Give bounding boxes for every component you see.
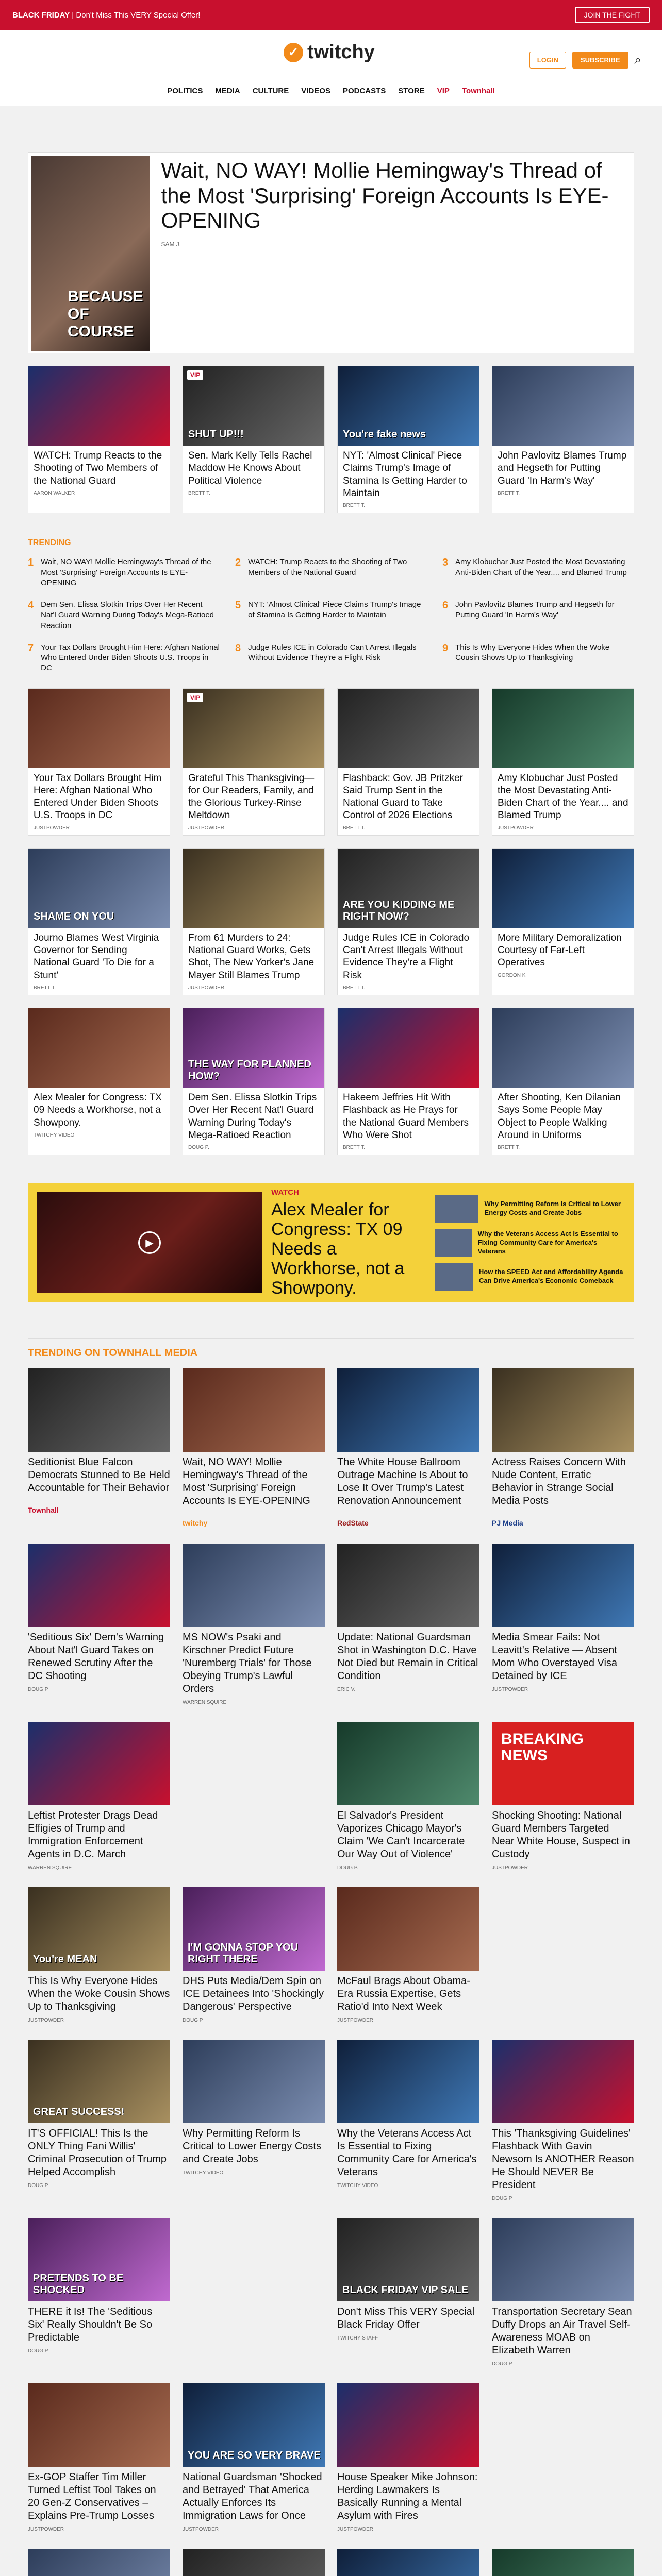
story-author: DOUG P. [28,2348,49,2354]
story-image[interactable] [28,2218,170,2301]
trending-title[interactable]: Dem Sen. Elissa Slotkin Trips Over Her Recent Nat'l Guard Warning During Today's Mega-Ratioed Reaction [41,600,214,630]
main-nav [0,87,662,95]
story-image[interactable] [28,1368,170,1452]
story-image[interactable] [28,2383,170,2467]
image-caption: You're MEAN [33,1954,97,1965]
trending-number: 6 [442,600,449,611]
trending-item[interactable] [442,642,634,674]
townhall-card[interactable] [28,1722,170,1871]
image-caption: SHAME ON YOU [34,910,114,922]
story-author: DOUG P. [28,1687,49,1693]
story-image[interactable] [338,849,479,928]
story-author: WARREN SQUIRE [183,1700,227,1706]
banner-item[interactable] [435,1263,625,1291]
source-logo: Townhall [28,1506,59,1515]
trending-number: 1 [28,557,34,569]
story-title[interactable]: Seditionist Blue Falcon Democrats Stunned to Be Held Accountable for Their Behavior [28,1456,170,1494]
story-title[interactable]: Sen. Mark Kelly Tells Rachel Maddow He Knows About Political Violence [188,450,312,486]
story-card[interactable] [28,366,170,513]
story-image[interactable] [28,366,170,446]
video-player[interactable] [37,1192,262,1293]
banner-main [271,1188,426,1298]
trending-item[interactable] [442,600,634,631]
story-image[interactable] [492,1544,634,1627]
story-title[interactable]: Why the Veterans Access Act Is Essential to Fixing Community Care for America's Veterans [337,2128,477,2178]
story-image[interactable] [28,2040,170,2123]
townhall-card[interactable] [337,2383,479,2532]
townhall-card[interactable] [183,2040,325,2201]
story-card[interactable] [183,366,325,513]
nav-media[interactable]: MEDIA [215,87,240,95]
story-title[interactable]: MS NOW's Psaki and Kirschner Predict Future 'Nuremberg Trials' for Those Obeying Trump's Lawful Orders [183,1632,312,1695]
story-author: JUSTPOWDER [492,1687,528,1693]
townhall-card[interactable] [492,2040,634,2201]
story-title[interactable]: Your Tax Dollars Brought Him Here: Afghan National Who Entered Under Biden Shoots U.S. Troops in DC [34,772,162,821]
banner-thumb[interactable] [435,1263,473,1291]
banner-thumb[interactable] [435,1195,478,1223]
story-image[interactable] [492,2040,634,2123]
story-author: WARREN SQUIRE [28,1865,72,1871]
trending-title[interactable]: Judge Rules ICE in Colorado Can't Arrest Illegals Without Evidence They're a Flight Risk [248,642,417,662]
story-card[interactable] [183,688,325,836]
story-title[interactable]: 'Seditious Six' Dem's Warning About Nat'l Guard Takes on Renewed Scrutiny After the DC Shooting [28,1632,164,1682]
townhall-card-empty [183,1722,325,1871]
story-author: DOUG P. [492,2196,513,2202]
trending-title[interactable]: John Pavlovitz Blames Trump and Hegseth for Putting Guard 'In Harm's Way' [455,600,615,620]
townhall-card[interactable] [28,1368,170,1527]
image-caption: GREAT SUCCESS! [33,2106,125,2118]
story-author: DOUG P. [183,2018,204,2024]
image-caption: SHUT UP!!! [188,429,244,440]
story-image[interactable] [492,1008,634,1088]
townhall-card[interactable] [492,1368,634,1527]
story-image[interactable] [337,2549,479,2576]
story-image[interactable] [28,1722,170,1805]
story-card[interactable] [28,688,170,836]
header-actions [529,52,641,69]
story-card[interactable] [492,1008,634,1155]
story-image[interactable] [492,2549,634,2576]
story-title[interactable]: National Guardsman 'Shocked and Betrayed' That America Actually Enforces Its Immigration Laws for Once [183,2471,322,2522]
story-author: DOUG P. [188,1145,209,1151]
image-caption: YOU ARE SO VERY BRAVE [188,2450,321,2462]
banner-item[interactable] [435,1195,625,1223]
breaking-news-image[interactable]: BREAKING NEWS [492,1722,634,1805]
story-author: TWITCHY STAFF [337,2335,378,2342]
story-image[interactable] [337,2383,479,2467]
hero-image[interactable] [31,156,150,351]
story-author: AARON WALKER [34,490,75,496]
story-author: JUSTPOWDER [183,2527,219,2533]
story-title[interactable]: Shocking Shooting: National Guard Members Targeted Near White House, Suspect in Custody [492,1810,630,1860]
nav-podcasts[interactable]: PODCASTS [342,87,386,95]
story-image[interactable] [28,2549,170,2576]
nav-townhall[interactable]: Townhall [461,87,495,95]
logo-text: twitchy [307,41,375,63]
story-title[interactable]: Wait, NO WAY! Mollie Hemingway's Thread of the Most 'Surprising' Foreign Accounts Is EYE-OPENING [183,1456,310,1507]
source-logo: twitchy [183,1519,208,1528]
story-author: DOUG P. [492,2361,513,2367]
story-title[interactable]: From 61 Murders to 24: National Guard Works, Gets Shot, The New Yorker's Jane Mayer Still Blames Trump [188,932,315,981]
story-title[interactable]: DHS Puts Media/Dem Spin on ICE Detainees Into 'Shockingly Dangerous' Perspective [183,1975,324,2013]
hero-image-caption: BECAUSE OF COURSE [68,288,143,340]
trending-item[interactable] [442,557,634,588]
story-card[interactable] [28,1008,170,1155]
story-image[interactable] [28,849,170,928]
story-image[interactable] [28,689,170,768]
nav-culture[interactable]: CULTURE [252,87,289,95]
trending-title[interactable]: NYT: 'Almost Clinical' Piece Claims Trump's Image of Stamina Is Getting Harder to Maintain [248,600,421,620]
image-caption: THE WAY FOR PLANNED HOW? [188,1059,311,1082]
nav-store[interactable]: STORE [398,87,425,95]
townhall-card-empty [183,2218,325,2367]
subscribe-button[interactable]: SUBSCRIBE [572,52,628,69]
trending-item[interactable] [28,557,220,588]
hero-text [161,156,631,350]
story-card[interactable] [337,366,479,513]
townhall-card[interactable] [183,2549,325,2576]
story-author: JUSTPOWDER [492,1865,528,1871]
banner-item[interactable] [435,1229,625,1257]
story-card[interactable] [183,848,325,995]
trending-item[interactable] [28,642,220,674]
nav-vip[interactable]: VIP [437,87,450,95]
image-caption: ARE YOU KIDDING ME RIGHT NOW? [343,899,455,922]
story-title[interactable]: Media Smear Fails: Not Leavitt's Relative — Absent Mom Who Overstayed Visa Detained by ICE [492,1632,618,1682]
story-author: ERIC V. [337,1687,356,1693]
trending-item[interactable] [28,600,220,631]
trending-title[interactable]: Amy Klobuchar Just Posted the Most Devastating Anti-Biden Chart of the Year.... and Blamed Trump [455,557,627,577]
story-image[interactable] [492,366,634,446]
site-logo[interactable] [284,41,375,63]
trending-title[interactable]: Your Tax Dollars Brought Him Here: Afghan National Who Entered Under Biden Shoots U.S. Troops in DC [41,642,220,673]
banner-title[interactable]: Alex Mealer for Congress: TX 09 Needs a Workhorse, not a Showpony. [271,1199,405,1298]
story-title[interactable]: Actress Raises Concern With Nude Content, Erratic Behavior in Strange Social Media Posts [492,1456,626,1507]
story-image[interactable] [183,1008,324,1088]
story-grid [28,688,634,1156]
townhall-card[interactable] [28,2549,170,2576]
story-title[interactable]: Judge Rules ICE in Colorado Can't Arrest Illegals Without Evidence They're a Flight Risk [343,932,470,981]
hero-author: SAM J. [161,241,181,248]
townhall-card[interactable] [28,1887,170,2023]
townhall-card[interactable] [492,2218,634,2367]
watch-label: WATCH [271,1188,299,1197]
townhall-card-empty [492,2383,634,2532]
story-title[interactable]: Don't Miss This VERY Special Black Friday Offer [337,2306,475,2331]
trending-number: 8 [235,642,241,654]
play-icon[interactable]: ▶ [138,1231,161,1254]
logo-icon: ✓ [284,43,303,62]
story-title[interactable]: McFaul Brags About Obama-Era Russia Expertise, Gets Ratio'd Into Next Week [337,1975,470,2013]
story-author: GORDON K [498,972,526,978]
story-title[interactable]: Transportation Secretary Sean Duffy Drops an Air Travel Self-Awareness MOAB on Elizabeth Warren [492,2306,632,2357]
banner-item-title[interactable]: Why the Veterans Access Act Is Essential to Fixing Community Care for America's Veterans [477,1229,618,1255]
story-image[interactable] [492,849,634,928]
story-card[interactable] [337,688,479,836]
top-story-row [28,366,634,513]
townhall-card-empty [492,1887,634,2023]
story-image[interactable] [338,366,479,446]
story-title[interactable]: THERE it Is! The 'Seditious Six' Really Shouldn't Be So Predictable [28,2306,153,2344]
story-author: BRETT T. [498,1145,520,1151]
story-title[interactable]: Leftist Protester Drags Dead Effigies of Trump and Immigration Enforcement Agents in D.C. March [28,1810,158,1860]
promo-brand: BLACK FRIDAY [12,10,70,20]
story-image[interactable] [337,1887,479,1971]
promo-message: BLACK FRIDAY | Don't Miss This VERY Special Offer! [12,10,201,20]
banner-list [435,1195,625,1291]
story-title[interactable]: Ex-GOP Staffer Tim Miller Turned Leftist Tool Takes on 20 Gen-Z Conservatives – Explains Pre-Trump Losses [28,2471,156,2522]
townhall-card[interactable] [492,1544,634,1705]
trending-item[interactable] [235,557,427,588]
source-logo: RedState [337,1519,369,1528]
image-caption: You're fake news [343,429,426,440]
townhall-card[interactable] [337,1368,479,1527]
vip-badge: VIP [187,370,203,380]
story-title[interactable]: Grateful This Thanksgiving—for Our Readers, Family, and the Glorious Turkey-Rinse Meltdown [188,772,315,821]
vip-badge: VIP [187,693,203,702]
image-caption: PRETENDS TO BE SHOCKED [33,2273,124,2296]
story-title[interactable]: John Pavlovitz Blames Trump and Hegseth for Putting Guard 'In Harm's Way' [498,450,627,486]
story-title[interactable]: House Speaker Mike Johnson: Herding Lawmakers Is Basically Running a Mental Asylum with Fires [337,2471,478,2522]
story-card[interactable] [492,366,634,513]
story-author: DOUG P. [337,1865,358,1871]
story-title[interactable]: Journo Blames West Virginia Governor for Sending National Guard 'To Die for a Stunt' [34,932,159,981]
townhall-card[interactable] [337,2040,479,2201]
townhall-card[interactable] [337,2549,479,2576]
story-image[interactable] [337,2040,479,2123]
story-author: BRETT T. [343,825,365,831]
story-image[interactable] [28,1887,170,1971]
story-image[interactable] [337,1544,479,1627]
story-author: BRETT T. [188,490,210,496]
story-image[interactable] [183,2549,325,2576]
townhall-card[interactable] [183,2383,325,2532]
townhall-card[interactable] [28,2040,170,2201]
story-title[interactable]: Alex Mealer for Congress: TX 09 Needs a Workhorse, not a Showpony. [34,1092,162,1128]
watch-banner [28,1183,634,1302]
site-header [0,30,662,106]
story-image[interactable] [183,1887,325,1971]
story-author: JUSTPOWDER [498,825,534,831]
nav-politics[interactable]: POLITICS [167,87,203,95]
trending-item[interactable] [235,600,427,631]
nav-videos[interactable]: VIDEOS [301,87,330,95]
login-button[interactable]: LOGIN [529,52,566,69]
story-title[interactable]: El Salvador's President Vaporizes Chicago Mayor's Claim 'We Can't Incarcerate Our Way Out of Violence' [337,1810,465,1860]
story-card[interactable] [28,848,170,995]
story-author: BRETT T. [343,503,365,509]
story-author: TWITCHY VIDEO [183,2170,224,2176]
story-image[interactable] [337,2218,479,2301]
story-title[interactable]: More Military Demoralization Courtesy of Far-Left Operatives [498,932,622,969]
story-title[interactable]: Dem Sen. Elissa Slotkin Trips Over Her Recent Nat'l Guard Warning During Today's Mega-Ratioed Reaction [188,1092,317,1141]
townhall-card[interactable] [28,1544,170,1705]
source-logo: PJ Media [492,1519,523,1528]
story-title[interactable]: This 'Thanksgiving Guidelines' Flashback With Gavin Newsom Is ANOTHER Reason He Should NEVER Be President [492,2128,634,2191]
trending-list [28,557,634,673]
townhall-card[interactable] [183,1368,325,1527]
story-author: BRETT T. [343,1145,365,1151]
trending-title[interactable]: This Is Why Everyone Hides When the Woke Cousin Shows Up to Thanksgiving [455,642,610,662]
promo-bar [0,0,662,30]
page-content [28,106,634,2576]
hero-article[interactable] [28,152,634,353]
story-image[interactable] [338,1008,479,1088]
townhall-card[interactable] [492,2549,634,2576]
story-title[interactable]: WATCH: Trump Reacts to the Shooting of Two Members of the National Guard [34,450,162,486]
townhall-card[interactable] [337,2218,479,2367]
story-image[interactable] [183,689,324,768]
story-image[interactable] [492,1368,634,1452]
image-caption: I'M GONNA STOP YOU RIGHT THERE [188,1942,299,1965]
story-title[interactable]: Flashback: Gov. JB Pritzker Said Trump Sent in the National Guard to Take Control of 2026 Elections [343,772,463,821]
story-card[interactable] [337,848,479,995]
townhall-card[interactable] [337,1887,479,2023]
story-card[interactable] [337,1008,479,1155]
story-author: DOUG P. [28,2183,49,2189]
story-image[interactable] [183,366,324,446]
story-image[interactable] [28,1544,170,1627]
story-image[interactable] [183,2383,325,2467]
story-author: BRETT T. [343,985,365,991]
trending-heading: TRENDING [28,538,71,548]
story-author: JUSTPOWDER [188,985,224,991]
trending-title[interactable]: WATCH: Trump Reacts to the Shooting of Two Members of the National Guard [248,557,407,577]
townhall-card[interactable] [337,1722,479,1871]
townhall-card[interactable] [28,2383,170,2532]
townhall-card[interactable] [337,1544,479,1705]
search-icon[interactable]: ⌕ [634,53,641,67]
story-image[interactable] [183,849,324,928]
story-title[interactable]: This Is Why Everyone Hides When the Woke Cousin Shows Up to Thanksgiving [28,1975,170,2013]
trending-number: 3 [442,557,449,569]
story-title[interactable]: NYT: 'Almost Clinical' Piece Claims Trump's Image of Stamina Is Getting Harder to Maintain [343,450,467,499]
story-title[interactable]: Amy Klobuchar Just Posted the Most Devastating Anti-Biden Chart of the Year.... and Blamed Trump [498,772,628,821]
story-title[interactable]: Hakeem Jeffries Hit With Flashback as He Prays for the National Guard Members Who Were Shot [343,1092,469,1141]
story-author: JUSTPOWDER [188,825,224,831]
story-author: JUSTPOWDER [28,2527,64,2533]
story-title[interactable]: Why Permitting Reform Is Critical to Lower Energy Costs and Create Jobs [183,2128,321,2165]
townhall-grid [28,1368,634,2576]
story-author: TWITCHY VIDEO [337,2183,378,2189]
story-image[interactable] [183,2040,325,2123]
story-image[interactable] [492,689,634,768]
trending-number: 9 [442,642,449,654]
hero-title[interactable]: Wait, NO WAY! Mollie Hemingway's Thread of the Most 'Surprising' Foreign Accounts Is EYE-OPENING [161,158,609,233]
story-card[interactable] [492,848,634,995]
story-author: JUSTPOWDER [34,825,70,831]
story-title[interactable]: The White House Ballroom Outrage Machine Is About to Lose It Over Trump's Latest Renovation Announcement [337,1456,468,1507]
townhall-card[interactable] [183,1544,325,1705]
story-image[interactable] [492,2218,634,2301]
trending-number: 2 [235,557,241,569]
townhall-card[interactable] [28,2218,170,2367]
story-image[interactable] [28,1008,170,1088]
story-card[interactable] [183,1008,325,1155]
banner-item-title[interactable]: How the SPEED Act and Affordability Agenda Can Drive America's Economic Comeback [478,1268,623,1285]
story-image[interactable] [337,1722,479,1805]
story-title[interactable]: Update: National Guardsman Shot in Washington D.C. Have Not Died but Remain in Critical Condition [337,1632,478,1682]
trending-number: 4 [28,600,34,611]
story-author: BRETT T. [498,490,520,496]
townhall-card[interactable] [183,1887,325,2023]
story-image[interactable] [338,689,479,768]
townhall-trending [28,1338,634,2576]
townhall-heading: TRENDING ON TOWNHALL MEDIA [28,1347,198,1359]
trending-section [28,529,634,673]
story-author: BRETT T. [34,985,56,991]
story-card[interactable] [492,688,634,836]
story-author: JUSTPOWDER [337,2527,373,2533]
story-author: JUSTPOWDER [337,2018,373,2024]
image-caption: BLACK FRIDAY VIP SALE [342,2284,469,2296]
story-image[interactable] [337,1368,479,1452]
banner-item-title[interactable]: Why Permitting Reform Is Critical to Lower Energy Costs and Create Jobs [484,1200,621,1217]
trending-number: 7 [28,642,34,654]
banner-thumb[interactable] [435,1229,472,1257]
story-author: TWITCHY VIDEO [34,1132,75,1138]
join-the-fight-button[interactable]: JOIN THE FIGHT [575,7,650,23]
promo-text: Don't Miss This VERY Special Offer! [76,10,201,20]
townhall-card[interactable] [492,1722,634,1871]
story-title[interactable]: IT'S OFFICIAL! This Is the ONLY Thing Fani Willis' Criminal Prosecution of Trump Helped Accomplish [28,2128,167,2178]
story-title[interactable]: After Shooting, Ken Dilanian Says Some People May Object to People Walking Around in Uniforms [498,1092,621,1141]
story-image[interactable] [183,1544,325,1627]
trending-number: 5 [235,600,241,611]
trending-title[interactable]: Wait, NO WAY! Mollie Hemingway's Thread of the Most 'Surprising' Foreign Accounts Is EYE-OPENING [41,557,211,587]
trending-item[interactable] [235,642,427,674]
story-image[interactable] [183,1368,325,1452]
story-author: JUSTPOWDER [28,2018,64,2024]
